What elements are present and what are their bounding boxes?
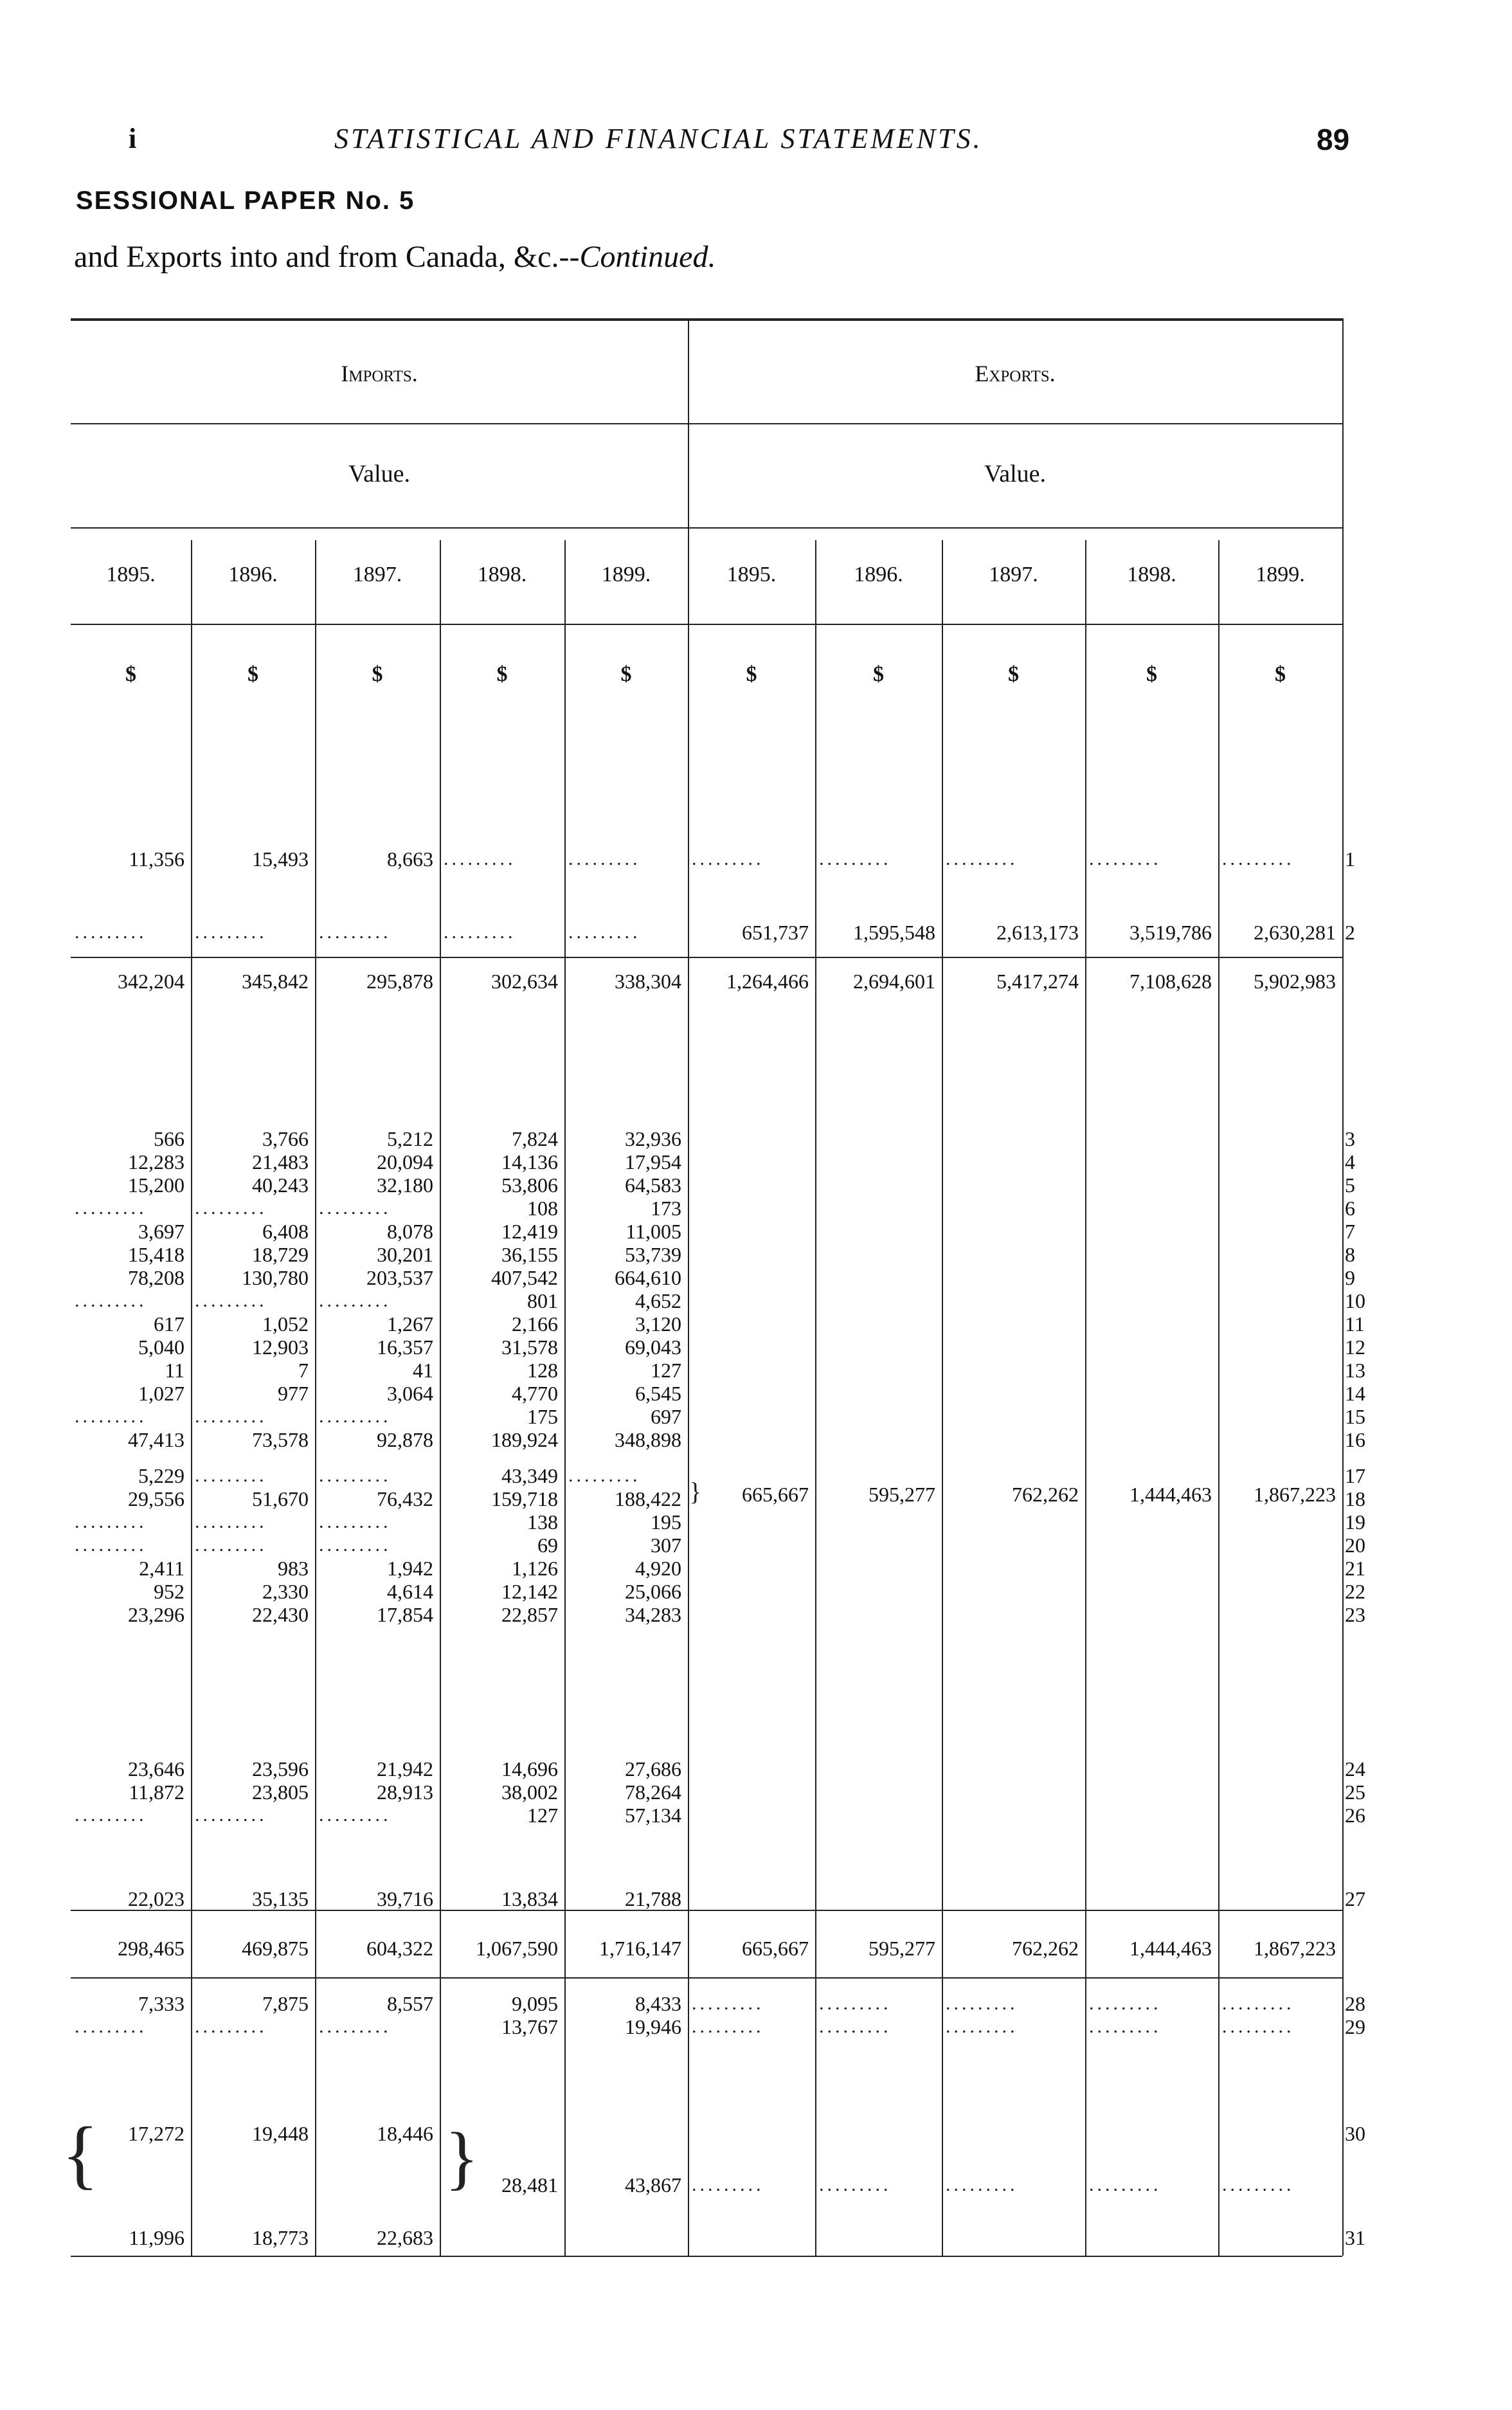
empty-cell-dots: ......... <box>195 2016 267 2037</box>
empty-cell-dots: ......... <box>692 2016 764 2037</box>
empty-cell-dots: ......... <box>195 1511 267 1532</box>
empty-cell-dots: ......... <box>692 1993 764 2014</box>
import-value: 8,078 <box>387 1220 433 1243</box>
column-rule <box>1085 540 1086 2256</box>
empty-cell-dots: ......... <box>195 1290 267 1311</box>
import-value: 28,913 <box>377 1780 433 1804</box>
import-value: 18,773 <box>252 2226 309 2249</box>
empty-cell-dots: ......... <box>444 848 516 869</box>
import-value: 36,155 <box>501 1243 558 1266</box>
import-value: 7,333 <box>138 1992 184 2015</box>
export-value: 2,613,173 <box>996 921 1079 944</box>
import-value: 342,204 <box>118 970 184 993</box>
grouped-export-value: 762,262 <box>1012 1483 1079 1506</box>
empty-cell-dots: ......... <box>319 1465 392 1486</box>
year-header-exports-1: 1896. <box>854 563 903 586</box>
import-value: 18,446 <box>377 2122 433 2145</box>
import-value: 53,806 <box>501 1173 558 1197</box>
line-number: 27 <box>1345 1887 1365 1910</box>
year-header-imports-3: 1898. <box>477 563 527 586</box>
import-value: 1,942 <box>387 1557 433 1580</box>
line-number: 29 <box>1345 2015 1365 2038</box>
import-value: 34,283 <box>625 1603 681 1626</box>
empty-cell-dots: ......... <box>946 848 1018 869</box>
import-value: 13,834 <box>501 1887 558 1910</box>
export-value: 2,694,601 <box>853 970 935 993</box>
empty-cell-dots: ......... <box>946 2016 1018 2037</box>
empty-cell-dots: ......... <box>75 1534 147 1555</box>
import-value: 3,064 <box>387 1382 433 1405</box>
year-header-exports-3: 1898. <box>1127 563 1176 586</box>
import-value: 17,954 <box>625 1150 681 1173</box>
line-number: 30 <box>1345 2122 1365 2145</box>
export-value: 5,902,983 <box>1254 970 1336 993</box>
import-value: 11 <box>165 1359 184 1382</box>
import-value: 7,824 <box>512 1127 558 1150</box>
import-value: 195 <box>651 1510 681 1534</box>
year-header-imports-2: 1897. <box>352 563 402 586</box>
import-value: 130,780 <box>242 1266 309 1289</box>
import-value: 32,180 <box>377 1173 433 1197</box>
empty-cell-dots: ......... <box>319 1406 392 1427</box>
import-value: 73,578 <box>252 1428 309 1451</box>
import-value: 39,716 <box>377 1887 433 1910</box>
import-value: 35,135 <box>252 1887 309 1910</box>
line-number: 21 <box>1345 1557 1365 1580</box>
imports-value-header: Value. <box>348 460 411 487</box>
import-value: 345,842 <box>242 970 309 993</box>
import-value: 43,349 <box>501 1464 558 1487</box>
empty-cell-dots: ......... <box>75 1197 147 1219</box>
exports-header: Exports. <box>975 361 1056 386</box>
import-value: 22,683 <box>377 2226 433 2249</box>
import-value: 566 <box>154 1127 184 1150</box>
table-caption <box>74 239 716 275</box>
import-value: 64,583 <box>625 1173 681 1197</box>
currency-symbol: $ <box>125 662 136 686</box>
import-value: 21,483 <box>252 1150 309 1173</box>
import-value: 127 <box>651 1359 681 1382</box>
export-value: 7,108,628 <box>1130 970 1212 993</box>
empty-cell-dots: ......... <box>319 1290 392 1311</box>
grouped-export-value: 1,867,223 <box>1254 1483 1336 1506</box>
empty-cell-dots: ......... <box>319 1511 392 1532</box>
empty-cell-dots: ......... <box>319 1534 392 1555</box>
line-number: 13 <box>1345 1359 1365 1382</box>
import-value: 14,696 <box>501 1757 558 1780</box>
currency-symbol: $ <box>620 662 632 686</box>
import-value: 69 <box>537 1534 558 1557</box>
line-number: 1 <box>1345 847 1355 871</box>
line-number: 28 <box>1345 1992 1365 2015</box>
import-value: 1,027 <box>138 1382 184 1405</box>
line-number: 23 <box>1345 1603 1365 1626</box>
empty-cell-dots: ......... <box>819 848 892 869</box>
empty-cell-dots: ......... <box>692 2174 764 2195</box>
empty-cell-dots: ......... <box>1089 2016 1162 2037</box>
brace-30-31: { <box>62 2111 99 2197</box>
empty-cell-dots: ......... <box>819 1993 892 2014</box>
page-number: 89 <box>1317 123 1350 156</box>
import-value: 801 <box>527 1289 558 1312</box>
import-value: 21,788 <box>625 1887 681 1910</box>
export-value: 3,519,786 <box>1130 921 1212 944</box>
import-value: 23,646 <box>128 1757 184 1780</box>
empty-cell-dots: ......... <box>319 921 392 943</box>
import-value: 30,201 <box>377 1243 433 1266</box>
import-value: 1,126 <box>512 1557 558 1580</box>
line-number: 22 <box>1345 1580 1365 1603</box>
import-value: 15,418 <box>128 1243 184 1266</box>
empty-cell-dots: ......... <box>195 1804 267 1826</box>
import-value: 3,120 <box>635 1312 681 1336</box>
line-number: 7 <box>1345 1220 1355 1243</box>
line-number: 8 <box>1345 1243 1355 1266</box>
combined-import-value: 28,481 <box>501 2173 558 2197</box>
import-value: 3,697 <box>138 1220 184 1243</box>
column-rule <box>815 540 816 2256</box>
total-import-value: 1,716,147 <box>599 1937 681 1960</box>
import-value: 3,766 <box>262 1127 309 1150</box>
currency-symbol: $ <box>1008 662 1019 686</box>
table-rule <box>71 957 1342 958</box>
combined-import-value: 43,867 <box>625 2173 681 2197</box>
import-value: 11,356 <box>129 847 184 871</box>
line-number: 17 <box>1345 1464 1365 1487</box>
import-value: 22,857 <box>501 1603 558 1626</box>
line-number: 25 <box>1345 1780 1365 1804</box>
exports-value-header: Value. <box>984 460 1047 487</box>
line-number: 12 <box>1345 1336 1365 1359</box>
import-value: 952 <box>154 1580 184 1603</box>
year-header-imports-4: 1899. <box>601 563 651 586</box>
import-value: 664,610 <box>615 1266 681 1289</box>
empty-cell-dots: ......... <box>1222 848 1295 869</box>
import-value: 7,875 <box>262 1992 309 2015</box>
table-rule <box>71 527 1342 529</box>
import-value: 12,419 <box>501 1220 558 1243</box>
import-value: 17,272 <box>128 2122 184 2145</box>
empty-cell-dots: ......... <box>75 2016 147 2037</box>
empty-cell-dots: ......... <box>568 921 641 943</box>
imports-header: Imports. <box>341 361 418 386</box>
total-export-value: 1,444,463 <box>1130 1937 1212 1960</box>
import-value: 5,040 <box>138 1336 184 1359</box>
import-value: 27,686 <box>625 1757 681 1780</box>
empty-cell-dots: ......... <box>444 921 516 943</box>
page-roman-numeral: i <box>129 123 137 154</box>
grouped-export-value: 665,667 <box>742 1483 809 1506</box>
line-number: 10 <box>1345 1289 1365 1312</box>
import-value: 4,652 <box>635 1289 681 1312</box>
import-value: 127 <box>527 1804 558 1827</box>
grouped-export-value: 595,277 <box>869 1483 935 1506</box>
import-value: 1,052 <box>262 1312 309 1336</box>
empty-cell-dots: ......... <box>195 921 267 943</box>
import-value: 25,066 <box>625 1580 681 1603</box>
year-header-exports-0: 1895. <box>726 563 777 586</box>
import-value: 11,996 <box>129 2226 184 2249</box>
import-value: 4,920 <box>635 1557 681 1580</box>
line-number: 9 <box>1345 1266 1355 1289</box>
year-header-imports-1: 1896. <box>228 563 278 586</box>
line-number: 4 <box>1345 1150 1355 1173</box>
total-import-value: 469,875 <box>242 1937 309 1960</box>
import-value: 138 <box>527 1510 558 1534</box>
line-number: 26 <box>1345 1804 1365 1827</box>
line-number: 20 <box>1345 1534 1365 1557</box>
import-value: 8,557 <box>387 1992 433 2015</box>
empty-cell-dots: ......... <box>75 1804 147 1826</box>
import-value: 7 <box>298 1359 309 1382</box>
import-value: 57,134 <box>625 1804 681 1827</box>
import-value: 407,542 <box>491 1266 558 1289</box>
import-value: 189,924 <box>491 1428 558 1451</box>
empty-cell-dots: ......... <box>75 921 147 943</box>
currency-symbol: $ <box>1146 662 1157 686</box>
total-export-value: 665,667 <box>742 1937 809 1960</box>
import-value: 22,430 <box>252 1603 309 1626</box>
import-value: 5,229 <box>138 1464 184 1487</box>
import-value: 92,878 <box>377 1428 433 1451</box>
currency-symbol: $ <box>496 662 508 686</box>
import-value: 21,942 <box>377 1757 433 1780</box>
import-value: 53,739 <box>625 1243 681 1266</box>
currency-symbol: $ <box>873 662 884 686</box>
column-rule <box>942 540 943 2256</box>
import-value: 1,267 <box>387 1312 433 1336</box>
empty-cell-dots: ......... <box>692 848 764 869</box>
import-value: 23,296 <box>128 1603 184 1626</box>
table-rule <box>71 2256 1342 2257</box>
import-value: 307 <box>651 1534 681 1557</box>
line-number: 24 <box>1345 1757 1365 1780</box>
import-value: 128 <box>527 1359 558 1382</box>
import-value: 348,898 <box>615 1428 681 1451</box>
empty-cell-dots: ......... <box>195 1406 267 1427</box>
line-number: 15 <box>1345 1405 1365 1428</box>
import-value: 32,936 <box>625 1127 681 1150</box>
total-export-value: 762,262 <box>1012 1937 1079 1960</box>
group-brace: } <box>689 1477 702 1506</box>
table-rule <box>71 624 1342 625</box>
import-value: 697 <box>651 1405 681 1428</box>
import-value: 15,493 <box>252 847 309 871</box>
empty-cell-dots: ......... <box>819 2016 892 2037</box>
import-value: 188,422 <box>615 1487 681 1510</box>
empty-cell-dots: ......... <box>75 1406 147 1427</box>
import-value: 19,946 <box>625 2015 681 2038</box>
import-value: 29,556 <box>128 1487 184 1510</box>
caption-continued: Continued. <box>579 240 716 274</box>
year-header-exports-2: 1897. <box>989 563 1038 586</box>
empty-cell-dots: ......... <box>319 1804 392 1826</box>
import-value: 983 <box>278 1557 309 1580</box>
empty-cell-dots: ......... <box>1089 2174 1162 2195</box>
empty-cell-dots: ......... <box>195 1465 267 1486</box>
table-rule <box>71 1977 1342 1979</box>
import-value: 302,634 <box>491 970 558 993</box>
import-value: 2,330 <box>262 1580 309 1603</box>
caption-main: and Exports into and from Canada, &c.-- <box>74 240 580 274</box>
import-value: 51,670 <box>252 1487 309 1510</box>
line-number: 16 <box>1345 1428 1365 1451</box>
import-value: 6,408 <box>262 1220 309 1243</box>
line-number: 11 <box>1345 1312 1365 1336</box>
line-number: 14 <box>1345 1382 1365 1405</box>
import-value: 203,537 <box>366 1266 433 1289</box>
import-value: 11,005 <box>626 1220 681 1243</box>
import-value: 38,002 <box>501 1780 558 1804</box>
import-value: 20,094 <box>377 1150 433 1173</box>
import-value: 175 <box>527 1405 558 1428</box>
line-number: 31 <box>1345 2226 1365 2249</box>
currency-symbol: $ <box>248 662 258 686</box>
import-value: 23,805 <box>252 1780 309 1804</box>
import-value: 5,212 <box>387 1127 433 1150</box>
import-value: 16,357 <box>377 1336 433 1359</box>
import-value: 159,718 <box>491 1487 558 1510</box>
import-value: 295,878 <box>366 970 433 993</box>
import-value: 40,243 <box>252 1173 309 1197</box>
line-number: 2 <box>1345 921 1355 944</box>
import-value: 78,264 <box>625 1780 681 1804</box>
import-value: 9,095 <box>512 1992 558 2015</box>
table-top-rule <box>71 318 1342 321</box>
import-value: 22,023 <box>128 1887 184 1910</box>
sessional-paper-label: SESSIONAL PAPER No. 5 <box>76 186 415 215</box>
empty-cell-dots: ......... <box>1222 1993 1295 2014</box>
import-value: 14,136 <box>501 1150 558 1173</box>
empty-cell-dots: ......... <box>319 1197 392 1219</box>
import-value: 76,432 <box>377 1487 433 1510</box>
import-value: 8,663 <box>387 847 433 871</box>
empty-cell-dots: ......... <box>1089 848 1162 869</box>
total-export-value: 595,277 <box>869 1937 935 1960</box>
empty-cell-dots: ......... <box>75 1511 147 1532</box>
import-value: 17,854 <box>377 1603 433 1626</box>
imports-exports-divider <box>688 318 689 2256</box>
table-right-border <box>1342 318 1344 2256</box>
import-value: 2,411 <box>139 1557 184 1580</box>
empty-cell-dots: ......... <box>568 848 641 869</box>
table-rule <box>71 423 1342 424</box>
total-export-value: 1,867,223 <box>1254 1937 1336 1960</box>
currency-symbol: $ <box>1275 662 1286 686</box>
export-value: 5,417,274 <box>996 970 1079 993</box>
empty-cell-dots: ......... <box>946 1993 1018 2014</box>
empty-cell-dots: ......... <box>1222 2016 1295 2037</box>
brace-98-99: } <box>445 2118 479 2197</box>
import-value: 12,283 <box>128 1150 184 1173</box>
empty-cell-dots: ......... <box>1222 2174 1295 2195</box>
import-value: 6,545 <box>635 1382 681 1405</box>
import-value: 23,596 <box>252 1757 309 1780</box>
import-value: 617 <box>154 1312 184 1336</box>
export-value: 651,737 <box>742 921 809 944</box>
line-number: 3 <box>1345 1127 1355 1150</box>
line-number: 6 <box>1345 1197 1355 1220</box>
empty-cell-dots: ......... <box>195 1197 267 1219</box>
import-value: 31,578 <box>501 1336 558 1359</box>
import-value: 2,166 <box>512 1312 558 1336</box>
import-value: 4,614 <box>387 1580 433 1603</box>
line-number: 19 <box>1345 1510 1365 1534</box>
import-value: 8,433 <box>635 1992 681 2015</box>
empty-cell-dots: ......... <box>568 1465 641 1486</box>
import-value: 12,903 <box>252 1336 309 1359</box>
currency-symbol: $ <box>746 662 757 686</box>
import-value: 18,729 <box>252 1243 309 1266</box>
page-title: STATISTICAL AND FINANCIAL STATEMENTS. <box>334 123 983 154</box>
import-value: 11,872 <box>129 1780 184 1804</box>
year-header-imports-0: 1895. <box>106 563 156 586</box>
import-value: 12,142 <box>501 1580 558 1603</box>
import-value: 13,767 <box>501 2015 558 2038</box>
import-value: 15,200 <box>128 1173 184 1197</box>
grouped-export-value: 1,444,463 <box>1130 1483 1212 1506</box>
export-value: 2,630,281 <box>1254 921 1336 944</box>
export-value: 1,264,466 <box>726 970 809 993</box>
empty-cell-dots: ......... <box>319 2016 392 2037</box>
empty-cell-dots: ......... <box>1089 1993 1162 2014</box>
import-value: 4,770 <box>512 1382 558 1405</box>
line-number: 18 <box>1345 1487 1365 1510</box>
line-number: 5 <box>1345 1173 1355 1197</box>
currency-symbol: $ <box>372 662 383 686</box>
import-value: 69,043 <box>625 1336 681 1359</box>
empty-cell-dots: ......... <box>75 1290 147 1311</box>
empty-cell-dots: ......... <box>946 2174 1018 2195</box>
export-value: 1,595,548 <box>853 921 935 944</box>
import-value: 19,448 <box>252 2122 309 2145</box>
import-value: 173 <box>651 1197 681 1220</box>
empty-cell-dots: ......... <box>819 2174 892 2195</box>
empty-cell-dots: ......... <box>195 1534 267 1555</box>
import-value: 977 <box>278 1382 309 1405</box>
import-value: 41 <box>413 1359 433 1382</box>
import-value: 47,413 <box>128 1428 184 1451</box>
total-import-value: 1,067,590 <box>476 1937 558 1960</box>
total-import-value: 298,465 <box>118 1937 184 1960</box>
import-value: 78,208 <box>128 1266 184 1289</box>
column-rule <box>1218 540 1220 2256</box>
year-header-exports-4: 1899. <box>1256 563 1305 586</box>
import-value: 338,304 <box>615 970 681 993</box>
import-value: 108 <box>527 1197 558 1220</box>
total-import-value: 604,322 <box>366 1937 433 1960</box>
